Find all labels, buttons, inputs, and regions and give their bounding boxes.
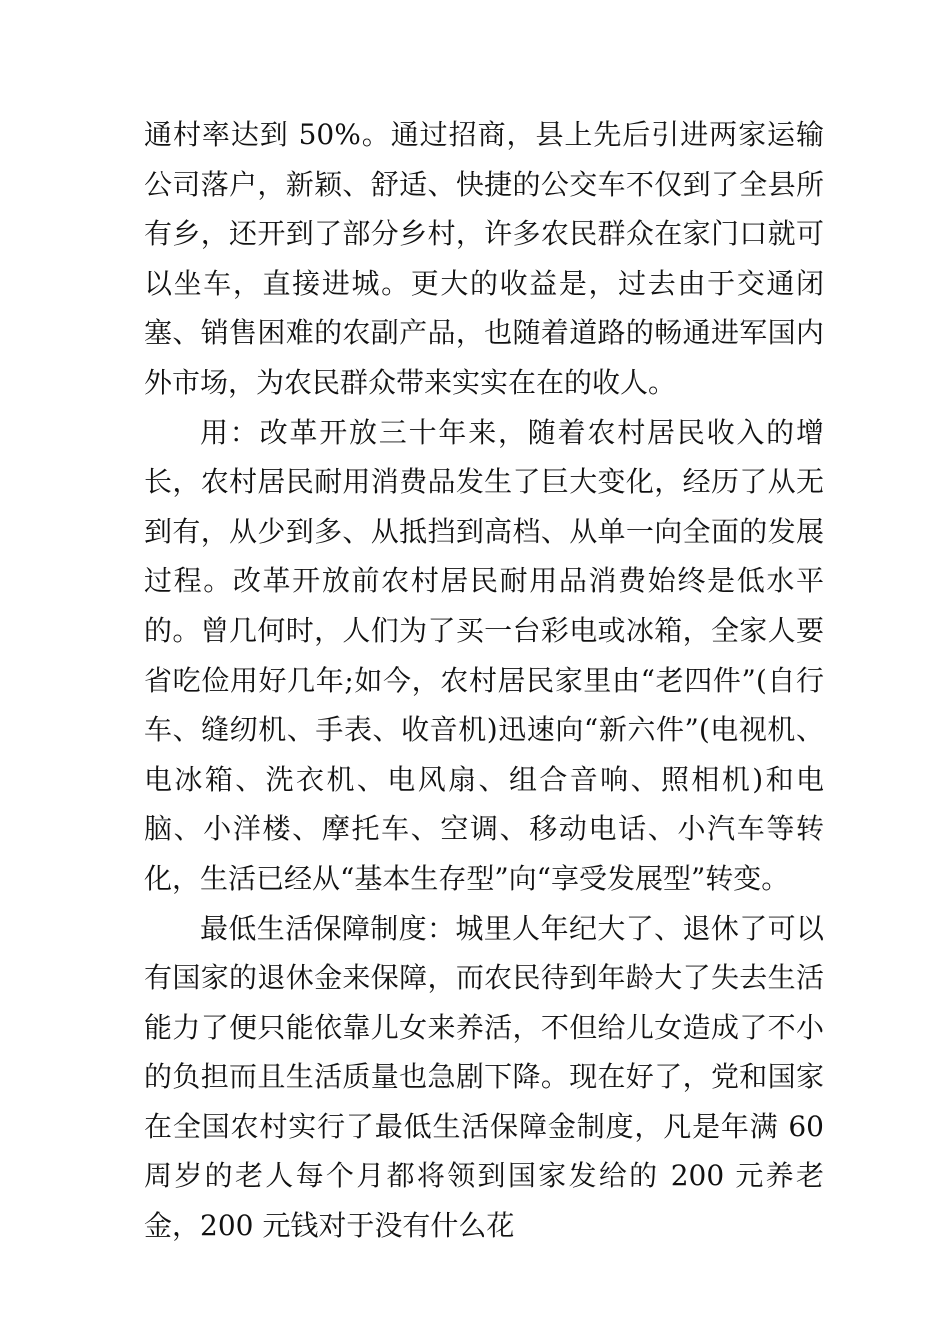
- paragraph-durable-goods: 用：改革开放三十年来，随着农村居民收入的增长，农村居民耐用消费品发生了巨大变化，经历了从无到有，从少到多、从抵挡到高档、从单一向全面的发展过程。改革开放前农村居民耐用品消费始终是低水平的。曾几何时，人们为了买一台彩电或冰箱，全家人要省吃俭用好几年;如今，农村居民家里由“老四件”(自行车、缝纫机、手表、收音机)迅速向“新六件”(电视机、电冰箱、洗衣机、电风扇、组合音响、照相机)和电脑、小洋楼、摩托车、空调、移动电话、小汽车等转化，生活已经从“基本生存型”向“享受发展型”转变。: [144, 415, 824, 895]
- paragraph-minimum-living-security: 最低生活保障制度：城里人年纪大了、退休了可以有国家的退休金来保障，而农民待到年龄大了失去生活能力了便只能依靠儿女来养活，不但给儿女造成了不小的负担而且生活质量也急剧下降。现在好了，党和国家在全国农村实行了最低生活保障金制度，凡是年满 60 周岁的老人每个月都将领到国家发给的 200 元养老金，200 元钱对于没有什么花: [144, 911, 824, 1243]
- document-body: [144, 110, 824, 1251]
- paragraph-transport: 通村率达到 50%。通过招商，县上先后引进两家运输公司落户，新颖、舒适、快捷的公交车不仅到了全县所有乡，还开到了部分乡村，许多农民群众在家门口就可以坐车，直接进城。更大的收益是，过去由于交通闭塞、销售困难的农副产品，也随着道路的畅通进军国内外市场，为农民群众带来实实在在的收人。: [144, 118, 824, 399]
